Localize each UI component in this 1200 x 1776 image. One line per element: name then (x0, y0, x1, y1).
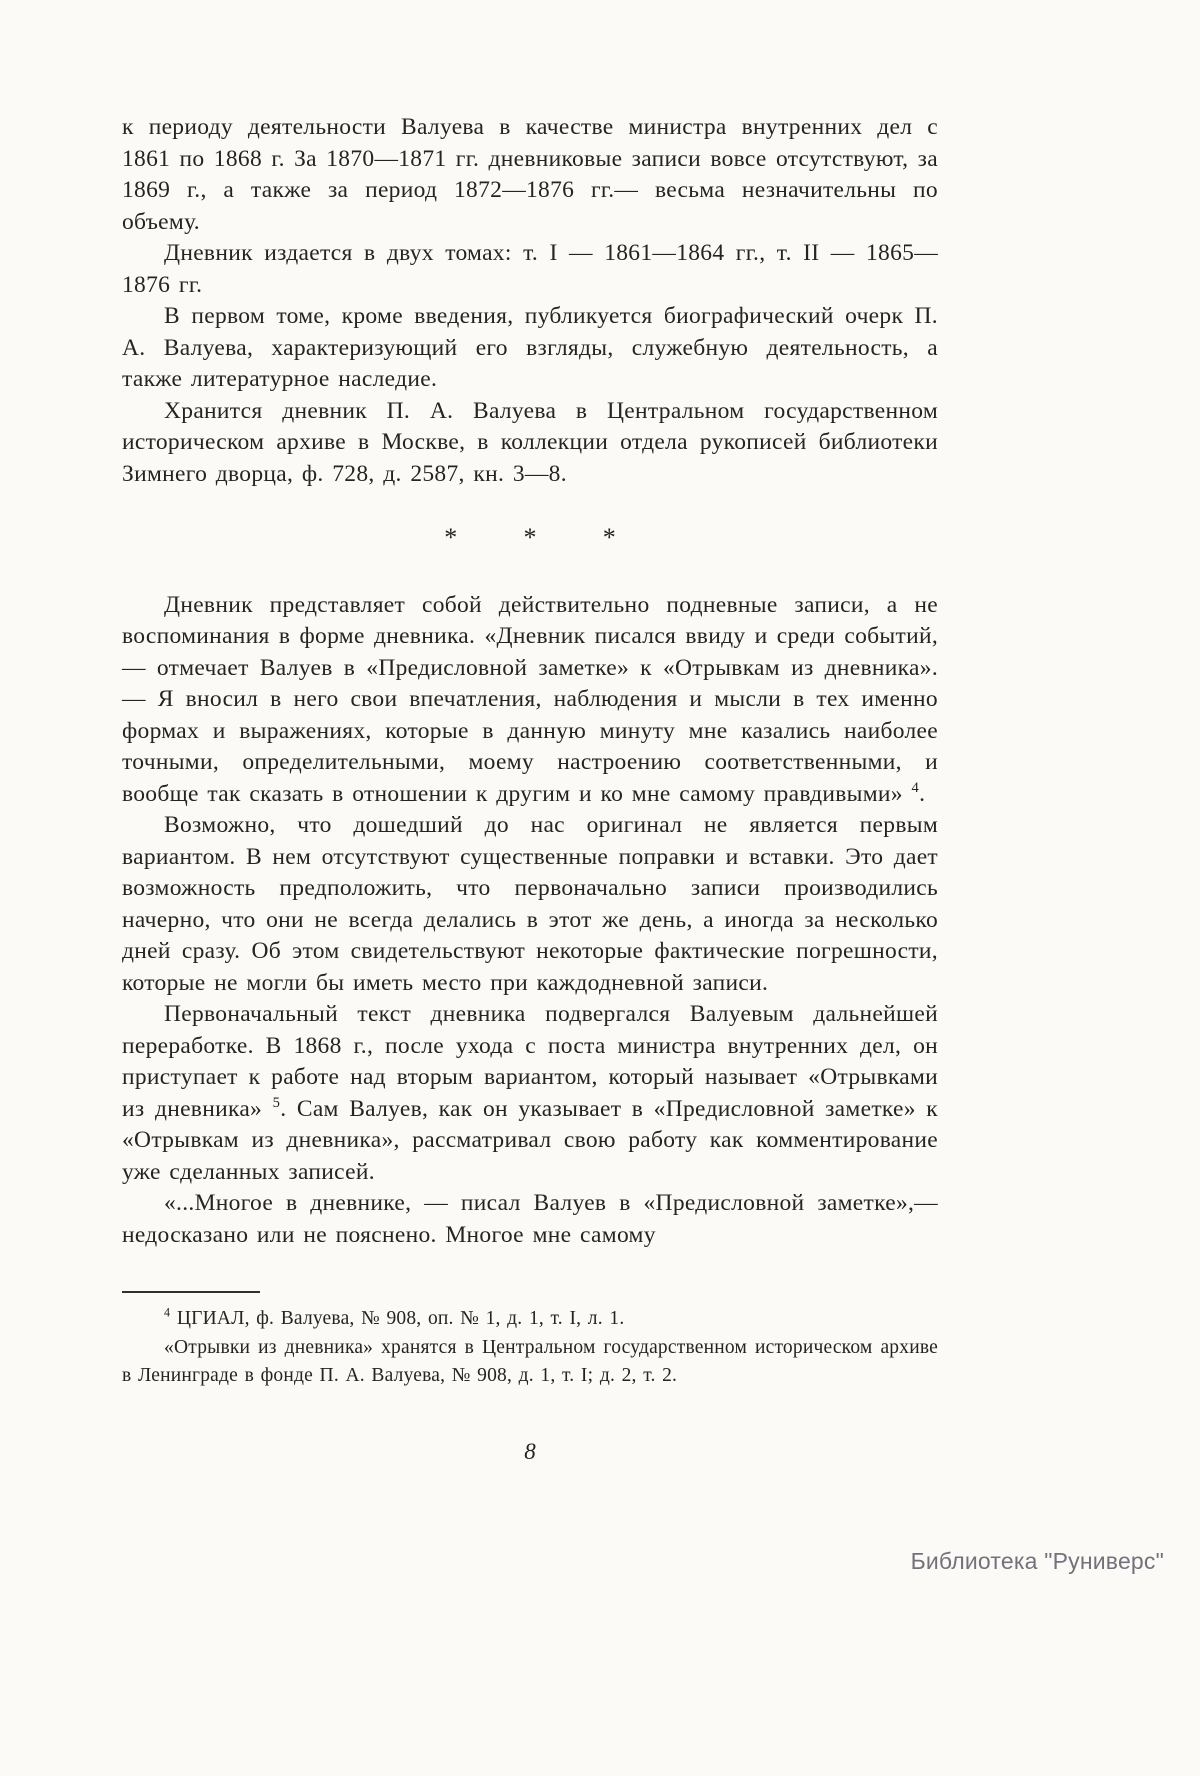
paragraph (122, 999, 938, 1188)
watermark: Библиотека "Руниверс" (910, 1548, 1164, 1574)
paragraph (122, 590, 938, 811)
footnote (122, 1305, 938, 1334)
paragraph: Дневник издается в двух томах: т. I — 1861—1864 гг., т. II — 1865—1876 гг. (122, 240, 938, 298)
paragraph-text: . Сам Валуев, как он указывает в «Предисловной заметке» к «Отрывкам из дневника», рассматривал свою работу как комментирование уже сделанных записей. (122, 1095, 938, 1185)
footnote-marker: 4 (164, 1305, 171, 1320)
paragraph-text: Первоначальный текст дневника подвергался Валуевым дальнейшей переработке. В 1868 г., после ухода с поста министра внутренних дел, он приступает к работе над вторым вариантом, который называет «Отрывками из дневника» (122, 1001, 938, 1122)
paragraph: В первом томе, кроме введения, публикуется биографический очерк П. А. Валуева, характеризующий его взгляды, служебную деятельность, а также литературное наследие. (122, 303, 938, 392)
paragraph-text: . (919, 780, 926, 807)
section-separator: * * * (444, 523, 616, 552)
footnote (122, 1334, 938, 1391)
footnote-ref: 5 (272, 1094, 281, 1111)
paragraph (122, 810, 938, 999)
paragraph-text: Возможно, что дошедший до нас оригинал не является первым вариантом. В нем отсутствуют существенные поправки и вставки. Это дает возможность предположить, что первоначально записи производились начерно, что они не всегда делались в этот же день, а иногда за несколько дней сразу. Об этом свидетельствуют некоторые фактические погрешности, которые не могли бы иметь место при каждодневной записи. (122, 812, 938, 996)
footnote-text: ЦГИАЛ, ф. Валуева, № 908, оп. № 1, д. 1, т. I, л. 1. (170, 1308, 625, 1329)
paragraph (122, 1188, 938, 1251)
paragraph-text: Дневник представляет собой действительно подневные записи, а не воспоминания в форме дневника. «Дневник писался ввиду и среди событий, — отмечает Валуев в «Предисловной заметке» к «Отрывкам из дневника». — Я вносил в него свои впечатления, наблюдения и мысли в тех именно формах и выражениях, которые в данную минуту мне казались наиболее точными, определительными, моему настроению соответственными, и вообще так сказать в отношении к другим и ко мне самому правдивыми» (122, 591, 938, 807)
page-number: 8 (524, 1438, 536, 1464)
paragraph-text: «...Многое в дневнике, — писал Валуев в «Предисловной заметке»,— недосказано или не пояснено. Многое мне самому (122, 1190, 938, 1248)
paragraph: к периоду деятельности Валуева в качестве министра внутренних дел с 1861 по 1868 г. За 1870—1871 гг. дневниковые записи вовсе отсутствуют, за 1869 г., а также за период 1872—1876 гг.— весьма незначительны по объему. (122, 114, 938, 235)
text-block (122, 112, 938, 1465)
footnote-text: «Отрывки из дневника» хранятся в Центральном государственном историческом архиве в Ленинграде в фонде П. А. Валуева, № 908, д. 1, т. I; д. 2, т. 2. (122, 1336, 938, 1386)
footnotes-section (122, 1291, 938, 1391)
footnote-rule (122, 1291, 260, 1293)
paragraph: Хранится дневник П. А. Валуева в Центральном государственном историческом архиве в Москве, в коллекции отдела рукописей библиотеки Зимнего дворца, ф. 728, д. 2587, кн. 3—8. (122, 397, 938, 487)
footnote-ref: 4 (911, 779, 920, 796)
body-text (122, 112, 938, 1251)
